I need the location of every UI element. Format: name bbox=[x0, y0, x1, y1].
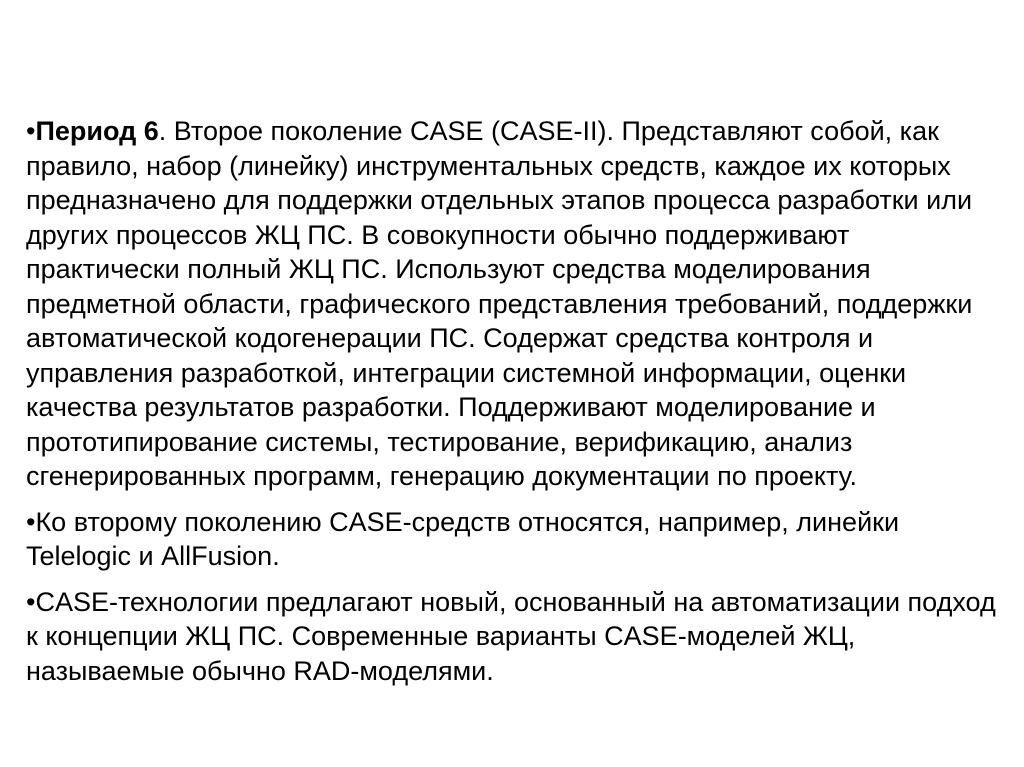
paragraph-text: . Второе поколение CASE (CASE-II). Представляют собой, как правило, набор (линейку) инструментальных средств, каждое их которых предназначено для поддержки отдельных этапов процесса разработки или других процессов ЖЦ ПС. В совокупности обычно поддерживают практически полный ЖЦ ПС. Используют средства моделирования предметной области, графического представления требований, поддержки автоматической кодогенерации ПС. Содержат средства контроля и управления разработкой, интеграции системной информации, оценки качества результатов разработки. Поддерживают моделирование и прототипирование системы, тестирование, верификацию, анализ сгенерированных программ, генерацию документации по проекту. bbox=[26, 116, 973, 491]
period-heading: Период 6 bbox=[35, 116, 159, 146]
paragraph-period-6 bbox=[26, 114, 1001, 494]
paragraph-text: Ко второму поколению CASE-средств относятся, например, линейки Telelogic и AllFusion. bbox=[26, 506, 900, 571]
bullet-icon: • bbox=[26, 116, 36, 146]
paragraph-case-technologies bbox=[26, 585, 1001, 689]
slide-body bbox=[26, 114, 1001, 699]
bullet-icon: • bbox=[26, 586, 36, 617]
bullet-icon: • bbox=[26, 506, 36, 537]
paragraph-second-generation-tools bbox=[26, 505, 1001, 574]
paragraph-text: CASE-технологии предлагают новый, основанный на автоматизации подход к концепции ЖЦ ПС. Современные варианты CASE-моделей ЖЦ, называемые обычно RAD-моделями. bbox=[26, 586, 996, 686]
